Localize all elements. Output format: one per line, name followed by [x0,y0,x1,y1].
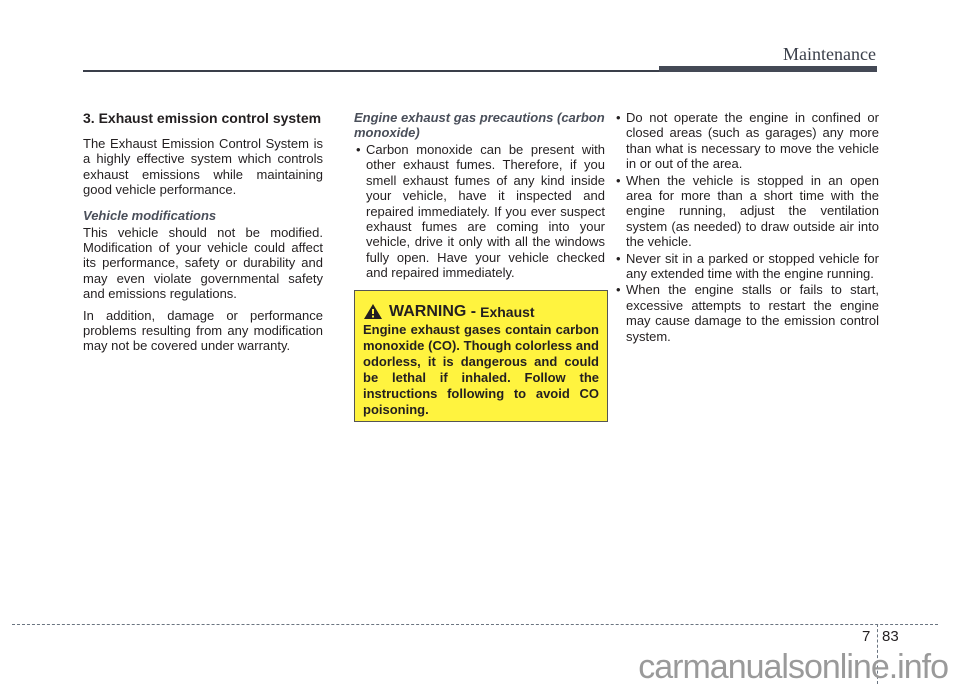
bullet-item: • Never sit in a parked or stopped vehicle for any extended time with the engine running. [614,251,879,282]
bullet-item: • Do not operate the engine in confined or closed areas (such as garages) any more than what is necessary to move the vehicle in or out of the area. [614,110,879,172]
paragraph: This vehicle should not be modified. Modification of your vehicle could affect its performance, safety or durability and may even violate governmental safety and emissions regulations. [83,224,323,302]
subheading: Engine exhaust gas precautions (carbon monoxide) [354,110,605,140]
left-column [83,110,323,360]
warning-subtitle: Exhaust [480,303,535,320]
intro-paragraph: The Exhaust Emission Control System is a highly effective system which controls exhaust emissions while maintaining good vehicle performance. [83,136,323,198]
page-number: 83 [882,628,899,645]
footer-rule [12,624,938,625]
warning-box [354,290,608,422]
header-rule [83,70,663,72]
bullet-item: • Carbon monoxide can be present with other exhaust fumes. Therefore, if you smell exhaust fumes of any kind inside your vehicle, have it inspected and repaired immediately. If you ever suspect exhaust fumes are coming into your vehicle, drive it only with all the windows fully open. Have your vehicle checked and repaired immediately. [354,142,605,281]
warning-triangle-icon [363,303,383,320]
section-title: Maintenance [783,44,876,64]
warning-title: WARNING - [389,302,477,320]
right-column [614,110,879,345]
watermark: carmanualsonline.info [638,648,948,686]
warning-body: Engine exhaust gases contain carbon monoxide (CO). Though colorless and odorless, it is dangerous and could be lethal if inhaled. Follow the instructions following to avoid CO poisoning. [363,322,599,417]
chapter-number: 7 [862,628,871,645]
subheading: Vehicle modifications [83,207,217,223]
header-bar [659,66,877,72]
bullet-item: • When the engine stalls or fails to start, excessive attempts to restart the engine may cause damage to the emission control system. [614,282,879,344]
paragraph: In addition, damage or performance problems resulting from any modification may not be covered under warranty. [83,307,323,354]
section-heading: 3. Exhaust emission control system [83,110,322,126]
bullet-item: • When the vehicle is stopped in an open area for more than a short time with the engine running, adjust the ventilation system (as needed) to draw outside air into the vehicle. [614,173,879,250]
middle-column [354,110,605,282]
